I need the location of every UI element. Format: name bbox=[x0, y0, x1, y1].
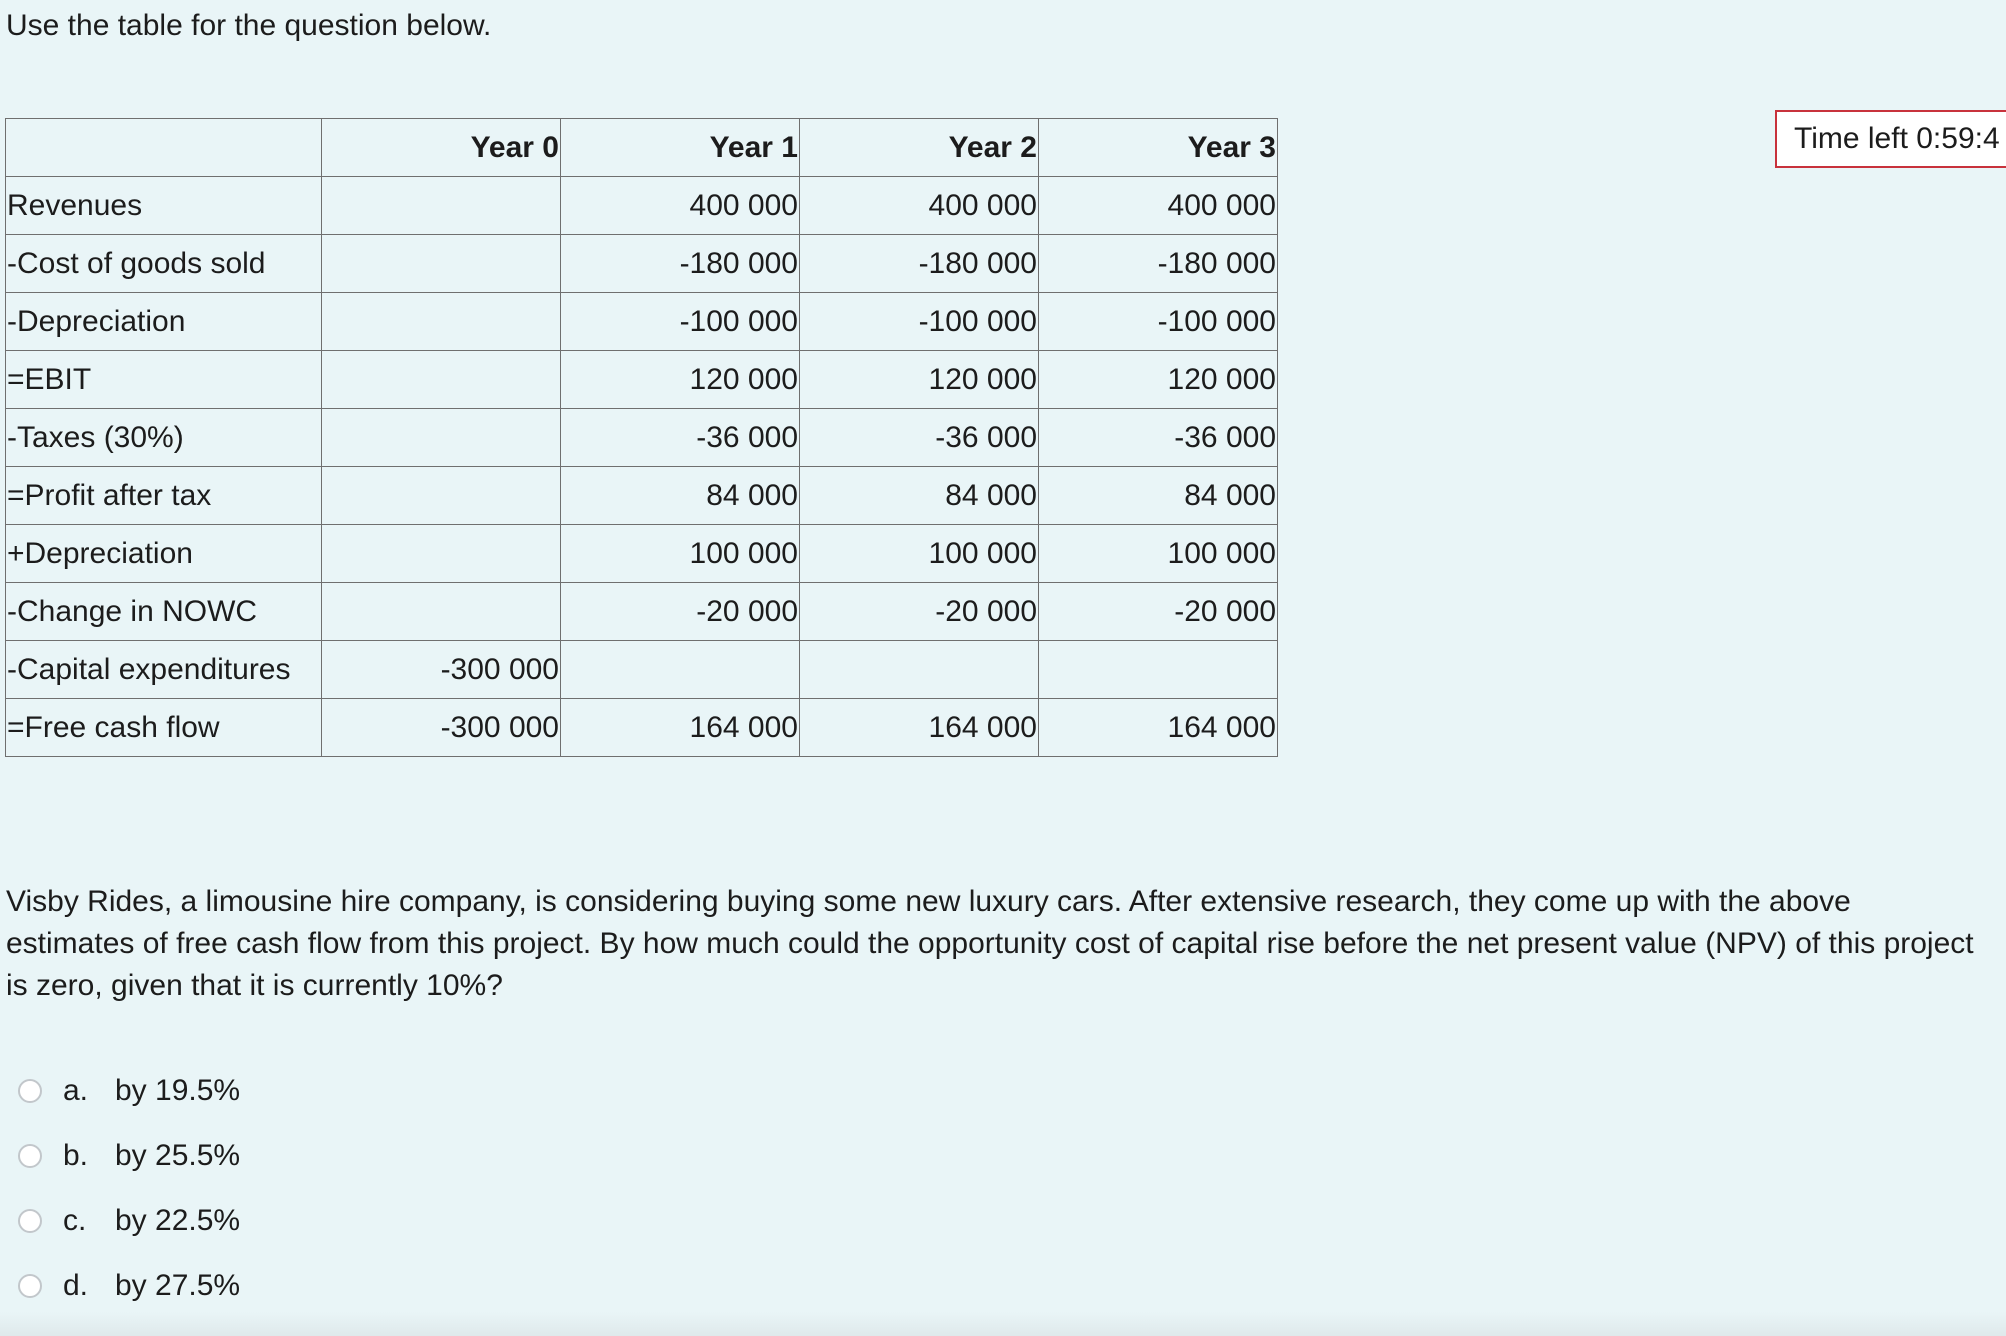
table-cell bbox=[322, 409, 561, 467]
table-cell bbox=[322, 177, 561, 235]
answer-letter: b. bbox=[63, 1138, 89, 1172]
radio-button[interactable] bbox=[18, 1209, 42, 1233]
table-cell: -Capital expenditures bbox=[6, 641, 322, 699]
table-cell bbox=[322, 583, 561, 641]
table-header-row bbox=[6, 119, 1278, 177]
question-text: Visby Rides, a limousine hire company, is considering buying some new luxury cars. After extensive research, they come up with the above estimates of free cash flow from this project. By how much could the opportunity cost of capital rise before the net present value (NPV) of this project is zero, given that it is currently 10%? bbox=[6, 885, 1974, 1002]
table-cell: 120 000 bbox=[561, 351, 800, 409]
table-cell: 400 000 bbox=[800, 177, 1039, 235]
answer-option-d[interactable] bbox=[18, 1253, 240, 1318]
table-cell: -36 000 bbox=[561, 409, 800, 467]
table-cell: -Taxes (30%) bbox=[6, 409, 322, 467]
time-left-timer: Time left 0:59:4 bbox=[1775, 110, 2006, 168]
table-cell: -300 000 bbox=[322, 699, 561, 757]
table-cell: +Depreciation bbox=[6, 525, 322, 583]
answer-options bbox=[18, 1058, 240, 1318]
table-cell: -20 000 bbox=[1039, 583, 1278, 641]
table-cell: -300 000 bbox=[322, 641, 561, 699]
table-cell bbox=[322, 235, 561, 293]
table-cell: 120 000 bbox=[1039, 351, 1278, 409]
table-cell: Revenues bbox=[6, 177, 322, 235]
table-cell: 400 000 bbox=[561, 177, 800, 235]
table-cell: 400 000 bbox=[1039, 177, 1278, 235]
table-cell bbox=[1039, 641, 1278, 699]
table-cell: -Depreciation bbox=[6, 293, 322, 351]
answer-label[interactable]: by 27.5% bbox=[115, 1268, 241, 1302]
table-cell: -100 000 bbox=[561, 293, 800, 351]
radio-button[interactable] bbox=[18, 1079, 42, 1103]
table-row bbox=[6, 583, 1278, 641]
table-cell: -20 000 bbox=[561, 583, 800, 641]
answer-letter: d. bbox=[63, 1268, 89, 1302]
table-cell: -Cost of goods sold bbox=[6, 235, 322, 293]
table-cell: 164 000 bbox=[800, 699, 1039, 757]
table-cell: -100 000 bbox=[800, 293, 1039, 351]
table-cell: =EBIT bbox=[6, 351, 322, 409]
answer-label[interactable]: by 22.5% bbox=[115, 1203, 241, 1237]
table-cell: -180 000 bbox=[1039, 235, 1278, 293]
table-row bbox=[6, 351, 1278, 409]
table-cell: -180 000 bbox=[800, 235, 1039, 293]
table-cell: -100 000 bbox=[1039, 293, 1278, 351]
radio-button[interactable] bbox=[18, 1144, 42, 1168]
table-row bbox=[6, 293, 1278, 351]
table-cell: 100 000 bbox=[800, 525, 1039, 583]
table-row bbox=[6, 467, 1278, 525]
table-cell: 84 000 bbox=[1039, 467, 1278, 525]
table-row bbox=[6, 525, 1278, 583]
answer-letter: c. bbox=[63, 1203, 87, 1237]
table-cell: 164 000 bbox=[561, 699, 800, 757]
answer-letter: a. bbox=[63, 1073, 89, 1107]
question-intro: Use the table for the question below. bbox=[6, 9, 492, 42]
table-cell: 100 000 bbox=[1039, 525, 1278, 583]
free-cash-flow-table bbox=[5, 118, 1278, 757]
table-header-cell: Year 2 bbox=[800, 119, 1039, 177]
table-cell bbox=[322, 293, 561, 351]
radio-button[interactable] bbox=[18, 1274, 42, 1298]
table-cell: 84 000 bbox=[561, 467, 800, 525]
table-cell: -Change in NOWC bbox=[6, 583, 322, 641]
table-header-cell bbox=[6, 119, 322, 177]
answer-label[interactable]: by 19.5% bbox=[115, 1073, 241, 1107]
table-cell: -20 000 bbox=[800, 583, 1039, 641]
table-header-cell: Year 1 bbox=[561, 119, 800, 177]
answer-option-c[interactable] bbox=[18, 1188, 240, 1253]
table-cell: -36 000 bbox=[800, 409, 1039, 467]
table-cell bbox=[322, 525, 561, 583]
table-cell: =Profit after tax bbox=[6, 467, 322, 525]
table-header-cell: Year 3 bbox=[1039, 119, 1278, 177]
table-cell: -36 000 bbox=[1039, 409, 1278, 467]
table-cell: 84 000 bbox=[800, 467, 1039, 525]
table-cell: 100 000 bbox=[561, 525, 800, 583]
table-header-cell: Year 0 bbox=[322, 119, 561, 177]
bottom-edge bbox=[0, 1312, 2006, 1336]
table-cell bbox=[561, 641, 800, 699]
answer-option-a[interactable] bbox=[18, 1058, 240, 1123]
answer-option-b[interactable] bbox=[18, 1123, 240, 1188]
table-cell bbox=[322, 351, 561, 409]
table-row bbox=[6, 235, 1278, 293]
table-cell bbox=[800, 641, 1039, 699]
table-cell: -180 000 bbox=[561, 235, 800, 293]
table-cell: 120 000 bbox=[800, 351, 1039, 409]
table-cell: =Free cash flow bbox=[6, 699, 322, 757]
table-cell: 164 000 bbox=[1039, 699, 1278, 757]
table-row bbox=[6, 177, 1278, 235]
table-row bbox=[6, 699, 1278, 757]
table-row bbox=[6, 409, 1278, 467]
table-cell bbox=[322, 467, 561, 525]
answer-label[interactable]: by 25.5% bbox=[115, 1138, 241, 1172]
table-row bbox=[6, 641, 1278, 699]
